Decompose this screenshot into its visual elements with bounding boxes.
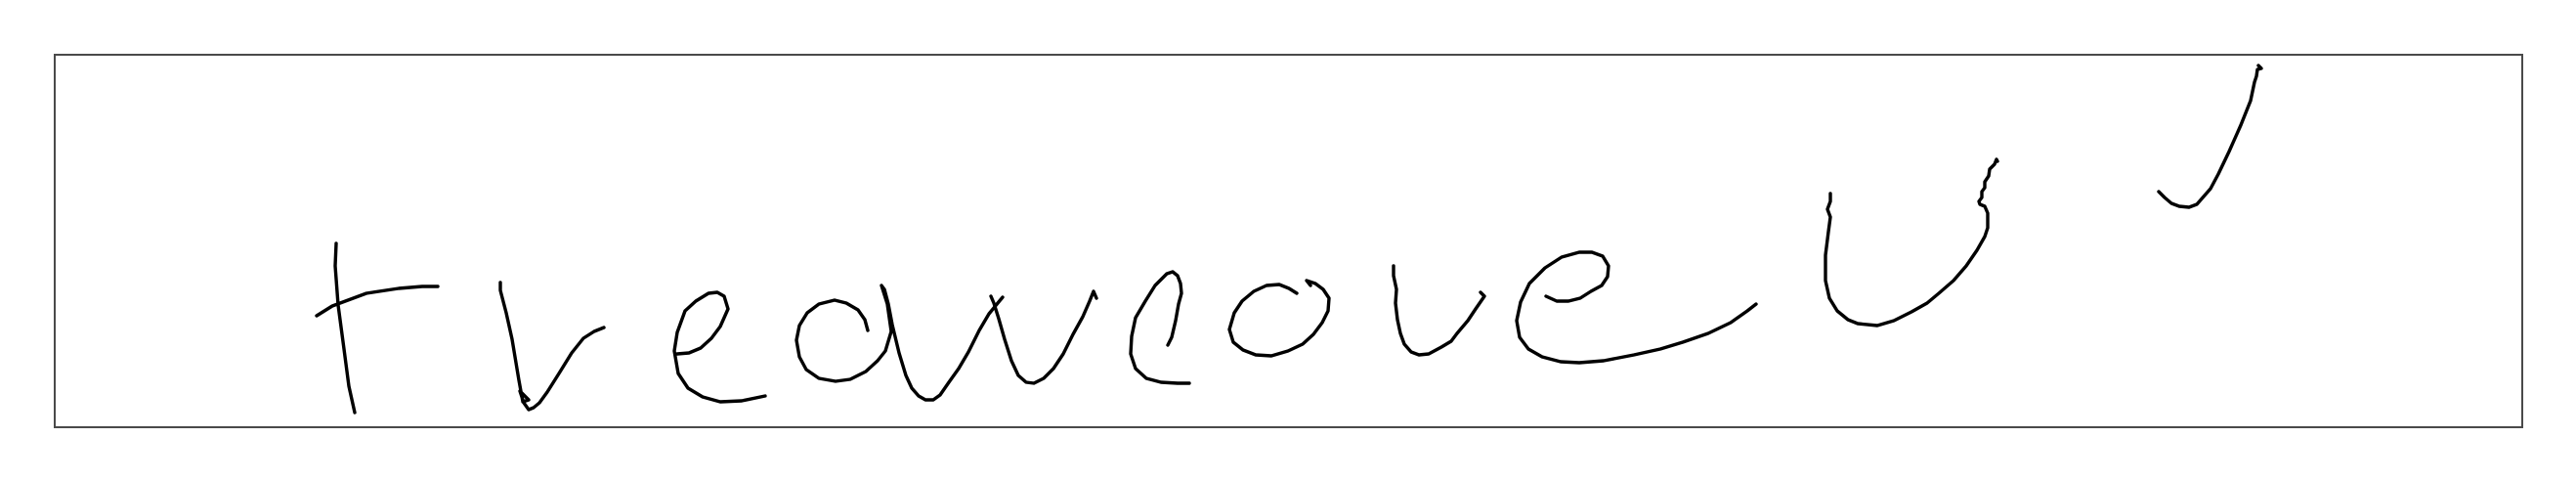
stroke-w (991, 291, 1096, 383)
stroke-o (1229, 281, 1329, 356)
stroke-t-vertical (335, 243, 355, 413)
stroke-t-crossbar (317, 286, 438, 316)
stroke-u (1825, 159, 1997, 326)
stroke-trailing (2159, 66, 2261, 207)
stroke-e (674, 292, 765, 402)
stroke-c (1131, 272, 1189, 383)
stroke-a (796, 285, 1003, 400)
stroke-e2 (1517, 252, 1756, 363)
stroke-r (500, 283, 604, 410)
stroke-v (1394, 266, 1484, 355)
